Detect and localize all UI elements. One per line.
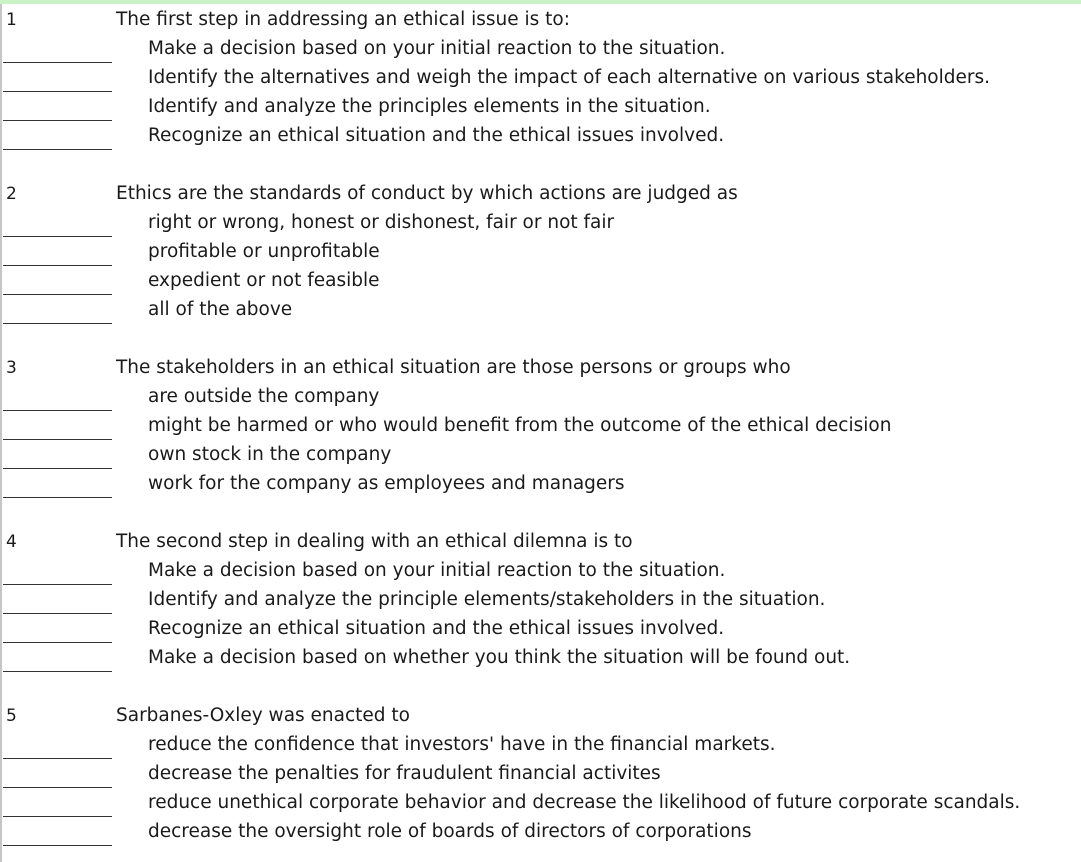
answer-blank-d[interactable] (3, 671, 112, 672)
answer-blank-c[interactable] (3, 642, 112, 643)
question-number: 2 (6, 184, 17, 204)
question-number: 3 (6, 358, 17, 378)
option-c: own stock in the company (148, 444, 392, 465)
question-number: 4 (6, 532, 17, 552)
option-a: Make a decision based on your initial reaction to the situation. (148, 38, 726, 59)
answer-blank-a[interactable] (3, 236, 112, 237)
option-c: Identify and analyze the principles elements in the situation. (148, 96, 711, 117)
option-b: decrease the penalties for fraudulent financial activites (148, 763, 661, 784)
top-border (0, 0, 1081, 4)
option-c: Recognize an ethical situation and the ethical issues involved. (148, 618, 725, 639)
question-stem: The stakeholders in an ethical situation are those persons or groups who (116, 357, 791, 378)
answer-blank-a[interactable] (3, 584, 112, 585)
option-d: decrease the oversight role of boards of directors of corporations (148, 821, 752, 842)
question-stem: The second step in dealing with an ethical dilemna is to (116, 531, 633, 552)
answer-blank-a[interactable] (3, 410, 112, 411)
answer-blank-d[interactable] (3, 497, 112, 498)
question-stem: Ethics are the standards of conduct by which actions are judged as (116, 183, 738, 204)
option-a: are outside the company (148, 386, 380, 407)
option-c: expedient or not feasible (148, 270, 380, 291)
option-d: Make a decision based on whether you think the situation will be found out. (148, 647, 851, 668)
answer-blank-b[interactable] (3, 439, 112, 440)
answer-blank-b[interactable] (3, 613, 112, 614)
answer-blank-a[interactable] (3, 758, 112, 759)
option-a: reduce the confidence that investors' have in the financial markets. (148, 734, 776, 755)
option-c: reduce unethical corporate behavior and decrease the likelihood of future corporate scandals. (148, 792, 1021, 813)
option-d: work for the company as employees and managers (148, 473, 625, 494)
answer-blank-c[interactable] (3, 294, 112, 295)
option-a: right or wrong, honest or dishonest, fair or not fair (148, 212, 615, 233)
answer-blank-b[interactable] (3, 265, 112, 266)
answer-blank-b[interactable] (3, 787, 112, 788)
answer-blank-d[interactable] (3, 323, 112, 324)
option-b: profitable or unprofitable (148, 241, 380, 262)
answer-blank-c[interactable] (3, 816, 112, 817)
left-border (0, 4, 2, 862)
option-a: Make a decision based on your initial reaction to the situation. (148, 560, 726, 581)
question-number: 1 (6, 10, 17, 30)
answer-blank-c[interactable] (3, 120, 112, 121)
option-b: might be harmed or who would benefit from the outcome of the ethical decision (148, 415, 892, 436)
question-stem: The first step in addressing an ethical issue is to: (116, 9, 570, 30)
option-d: Recognize an ethical situation and the ethical issues involved. (148, 125, 725, 146)
answer-blank-b[interactable] (3, 91, 112, 92)
answer-blank-c[interactable] (3, 468, 112, 469)
option-b: Identify and analyze the principle elements/stakeholders in the situation. (148, 589, 826, 610)
answer-blank-d[interactable] (3, 845, 112, 846)
answer-blank-d[interactable] (3, 149, 112, 150)
option-d: all of the above (148, 299, 293, 320)
question-stem: Sarbanes-Oxley was enacted to (116, 705, 410, 726)
answer-blank-a[interactable] (3, 62, 112, 63)
option-b: Identify the alternatives and weigh the impact of each alternative on various stakeholders. (148, 67, 991, 88)
question-number: 5 (6, 706, 17, 726)
